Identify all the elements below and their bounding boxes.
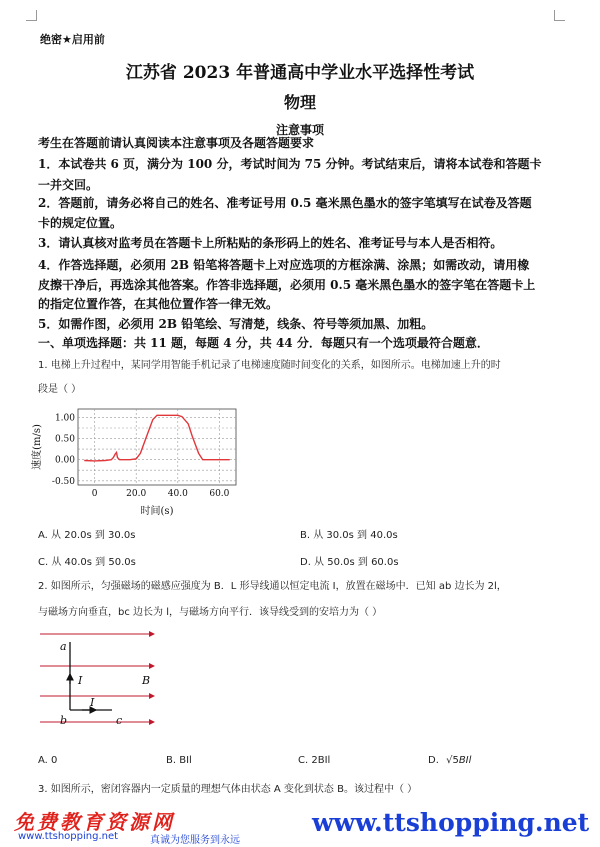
- q2-option-b[interactable]: B. BIl: [166, 755, 192, 766]
- chart-ylabel: 速度(m/s): [32, 424, 43, 470]
- q1-option-d[interactable]: D. 从 50.0s 到 60.0s: [300, 557, 399, 568]
- notice-line: 4．作答选择题，必须用 2B 铅笔将答题卡上对应选项的方框涂满、涂黑；如需改动，请用橡: [38, 258, 530, 272]
- q3-stem-line1: 3. 如图所示，密闭容器内一定质量的理想气体由状态 A 变化到状态 B。该过程中（ ）: [38, 784, 418, 795]
- y-minor-tick-label: 0.75: [75, 430, 78, 431]
- q2-option-a[interactable]: A. 0: [38, 755, 58, 766]
- tick-layer: [52, 413, 230, 499]
- notice-line: 考生在答题前请认真阅读本注意事项及各题答题要求: [38, 136, 315, 150]
- subject-title: 物理: [283, 93, 316, 112]
- velocity-curve: [84, 415, 230, 461]
- q2-stem-line2: 与磁场方向垂直，bc 边长为 l，与磁场方向平行．该导线受到的安培力为（ ）: [38, 607, 383, 618]
- grid-layer: [78, 409, 236, 485]
- footer-url-large[interactable]: www.ttshopping.net: [312, 808, 590, 837]
- y-tick-label: 0.50: [54, 434, 75, 445]
- velocity-time-chart: [28, 402, 258, 522]
- secret-mark: 绝密★启用前: [40, 33, 105, 46]
- label-c: c: [116, 714, 123, 727]
- footer-brand: 免费教育资源网: [14, 810, 175, 834]
- notice-line: 3．请认真核对监考员在答题卡上所粘贴的条形码上的姓名、准考证号与本人是否相符。: [38, 236, 503, 250]
- label-field-b: B: [142, 674, 151, 687]
- q2-option-d-prefix: D.: [428, 755, 439, 766]
- label-b: b: [60, 714, 68, 727]
- label-current-2: I: [90, 696, 95, 709]
- exam-title: 江苏省 2023 年普通高中学业水平选择性考试: [125, 63, 475, 83]
- x-tick-label: 60.0: [209, 489, 230, 499]
- notice-heading: 注意事项: [275, 123, 324, 137]
- x-tick-label: 40.0: [167, 489, 188, 499]
- notice-line: 皮擦干净后，再选涂其他答案。作答非选择题，必须用 0.5 毫米黑色墨水的签字笔在答题卡上: [38, 278, 536, 292]
- q1-stem-line1: 1. 电梯上升过程中，某同学用智能手机记录了电梯速度随时间变化的关系，如图所示。电梯加速上升的时: [38, 360, 501, 371]
- footer-url-small[interactable]: www.ttshopping.net: [18, 831, 119, 842]
- q1-option-c[interactable]: C. 从 40.0s 到 50.0s: [38, 557, 136, 568]
- footer-slogan: 真诚为您服务到永远: [150, 835, 240, 846]
- notice-line: 一并交回。: [38, 178, 99, 192]
- x-tick-label: 0: [91, 489, 98, 499]
- q1-option-a[interactable]: A. 从 20.0s 到 30.0s: [38, 530, 136, 541]
- x-tick-label: 20.0: [126, 489, 147, 499]
- magnetic-field-figure: [34, 630, 164, 730]
- q1-stem-line2: 段是（ ）: [38, 384, 82, 395]
- y-minor-tick-label: -0.25: [75, 472, 78, 474]
- q2-stem-line1: 2. 如图所示，匀强磁场的磁感应强度为 B．L 形导线通以恒定电流 I，放置在磁场中．已知 ab 边长为 2l，: [38, 581, 507, 592]
- y-tick-label: 1.00: [54, 413, 75, 424]
- section-heading: 一、单项选择题：共 11 题，每题 4 分，共 44 分．每题只有一个选项最符合题意．: [38, 336, 489, 350]
- chart-xlabel: 时间(s): [140, 506, 174, 517]
- y-tick-label: -0.50: [51, 476, 75, 487]
- notice-line: 卡的规定位置。: [38, 216, 123, 230]
- q2-option-d[interactable]: [428, 755, 471, 766]
- notice-line: 2．答题前，请务必将自己的姓名、准考证号用 0.5 毫米黑色墨水的签字笔填写在试卷及答题: [38, 196, 532, 210]
- q2-option-c[interactable]: C. 2BIl: [298, 755, 331, 766]
- crop-mark-top-right: [554, 10, 565, 21]
- q1-option-b[interactable]: B. 从 30.0s 到 40.0s: [300, 530, 398, 541]
- notice-line: 1．本试卷共 6 页，满分为 100 分，考试时间为 75 分钟。考试结束后，请将本试卷和答题卡: [38, 157, 542, 171]
- q2-option-d-suffix: BIl: [458, 755, 472, 766]
- label-current-1: I: [78, 674, 83, 687]
- crop-mark-top-left: [26, 10, 37, 21]
- notice-line: 5．如需作图，必须用 2B 铅笔绘、写清楚，线条、符号等须加黑、加粗。: [38, 317, 434, 331]
- y-tick-label: 0.00: [54, 455, 75, 466]
- label-a: a: [60, 640, 67, 653]
- notice-line: 的指定位置作答，在其他位置作答一律无效。: [38, 297, 279, 311]
- q2-option-d-root: √5: [446, 755, 459, 766]
- y-minor-tick-label: 0.25: [75, 451, 78, 453]
- plot-frame: [78, 409, 236, 485]
